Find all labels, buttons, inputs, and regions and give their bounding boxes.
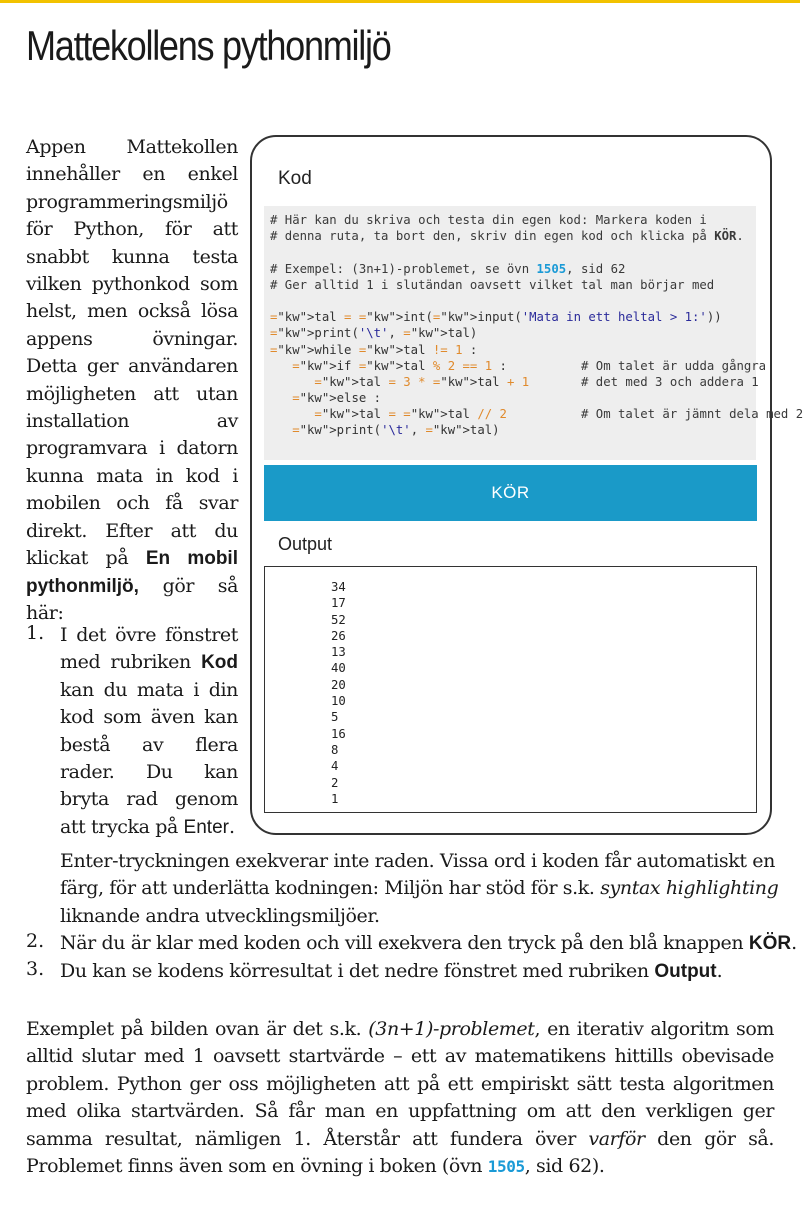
output-line: 5: [331, 710, 339, 725]
closing-b: , en iterativ algoritm som alltid slutar med 1 oavsett startvärde – ett av matematikens hittills obevisade problem. Python ger oss möjligheten att på ett empiriskt sätt testa algoritmen med olika startvärden. Så får man en uppfattning om att den verkligen ger samma resultat, nämligen 1. Återstår att fundera över: [26, 1018, 774, 1150]
code-line: ="kw">tal = 3 * ="kw">tal + 1 # det med 3 och addera 1: [314, 374, 759, 389]
code-line: [270, 293, 750, 309]
step-1-continuation: [60, 848, 780, 930]
step-1-cont-a: Enter-tryckningen exekverar inte raden. Vissa ord i koden får automatiskt en färg, för att underlätta kodningen: Miljön har stöd för s.k.: [60, 850, 775, 900]
step-3-part-a: Du kan se kodens körresultat i det nedre fönstret med rubriken: [60, 960, 655, 982]
step-2-number: 2.: [26, 930, 45, 952]
step-1-cont-b: liknande andra utvecklingsmiljöer.: [60, 904, 380, 927]
code-label: Kod: [278, 168, 312, 189]
intro-paragraph: [26, 134, 238, 627]
output-label: Output: [278, 534, 333, 554]
closing-italic-2: varför: [588, 1127, 645, 1150]
code-line: ="kw">print('\t', ="kw">tal): [270, 326, 478, 341]
code-line: ="kw">else :: [292, 391, 382, 406]
page-title: Mattekollens pythonmiljö: [26, 22, 391, 69]
code-line: ="kw">tal = ="kw">tal // 2 # Om talet är jämnt dela med 2: [314, 407, 803, 422]
step-1-text: [60, 622, 238, 841]
step-3-text: [60, 958, 780, 985]
step-3-number: 3.: [26, 958, 45, 980]
closing-code-ref: 1505: [487, 1157, 525, 1177]
code-line: # Exempel: (3n+1)-problemet, se övn 1505, sid 62: [270, 261, 626, 276]
output-line: 2: [331, 775, 339, 790]
step-1-enter: Enter: [183, 816, 229, 838]
output-line: 34: [331, 580, 346, 594]
step-1-part-c: .: [228, 815, 235, 838]
output-line: 52: [331, 612, 346, 627]
code-line: # Här kan du skriva och testa din egen kod: Markera koden i: [270, 213, 707, 227]
output-panel: [264, 566, 757, 813]
step-2-part-b: .: [791, 932, 797, 954]
code-editor[interactable]: [264, 206, 803, 460]
code-line: # denna ruta, ta bort den, skriv din egen kod och klicka på KÖR.: [270, 229, 744, 244]
output-line: 10: [331, 694, 346, 709]
intro-text: Appen Mattekollen innehåller en enkel programmeringsmiljö för Python, för att snabbt kunna testa vilken pythonkod som helst, men också lösa appens övningar. Detta ger användaren möjligheten att utan installation av programvara i datorn kunna mata in kod i mobilen och få svar direkt. Efter att du klickat på: [26, 136, 238, 570]
step-3-bold: Output: [654, 961, 717, 982]
closing-a: Exemplet på bilden ovan är det s.k.: [26, 1018, 369, 1040]
output-line: 13: [331, 645, 346, 660]
code-line: ="kw">while ="kw">tal != 1 :: [270, 342, 478, 357]
intro-after: gör så här:: [26, 574, 238, 624]
output-line: 8: [331, 742, 339, 757]
closing-d: , sid 62).: [524, 1155, 605, 1178]
intro-bold-link-name: En mobil pythonmiljö,: [26, 548, 238, 597]
step-1-part-b: kan du mata i din kod som även kan bestå av flera rader. Du kan bryta rad genom att trycka på: [60, 678, 238, 838]
step-1-cont-italic: syntax highlighting: [600, 877, 779, 900]
closing-italic-1: (3n+1)-problemet: [368, 1018, 535, 1040]
step-1-bold: Kod: [201, 652, 238, 674]
closing-c: den gör så. Problemet finns även som en övning i boken (övn: [26, 1127, 774, 1178]
output-line: 40: [331, 661, 346, 676]
code-line: # Ger alltid 1 i slutändan oavsett vilket tal man börjar med: [270, 277, 715, 292]
output-line: 20: [331, 677, 346, 692]
step-1-part-a: I det övre fönstret med rubriken: [60, 624, 238, 674]
step-2-bold: KÖR: [748, 933, 792, 954]
output-line: 16: [331, 726, 346, 741]
output-line: 1: [331, 791, 339, 806]
step-1-number: 1.: [26, 622, 45, 644]
output-line: 17: [331, 596, 346, 611]
step-2-text: [60, 930, 797, 957]
output-line: 26: [331, 628, 346, 643]
code-line: ="kw">if ="kw">tal % 2 == 1 : # Om talet är udda gångra: [292, 358, 767, 373]
code-line: ="kw">print('\t', ="kw">tal): [292, 423, 500, 438]
output-line: 4: [331, 759, 339, 774]
step-2-part-a: När du är klar med koden och vill exekvera den tryck på den blå knappen: [60, 932, 749, 954]
closing-paragraph: [26, 1016, 774, 1180]
top-rule: [0, 0, 800, 3]
run-button[interactable]: KÖR: [264, 465, 757, 521]
code-line: [270, 244, 750, 260]
step-3-part-b: .: [716, 960, 723, 982]
code-line: ="kw">tal = ="kw">int(="kw">input('Mata in ett heltal > 1:')): [270, 310, 722, 325]
